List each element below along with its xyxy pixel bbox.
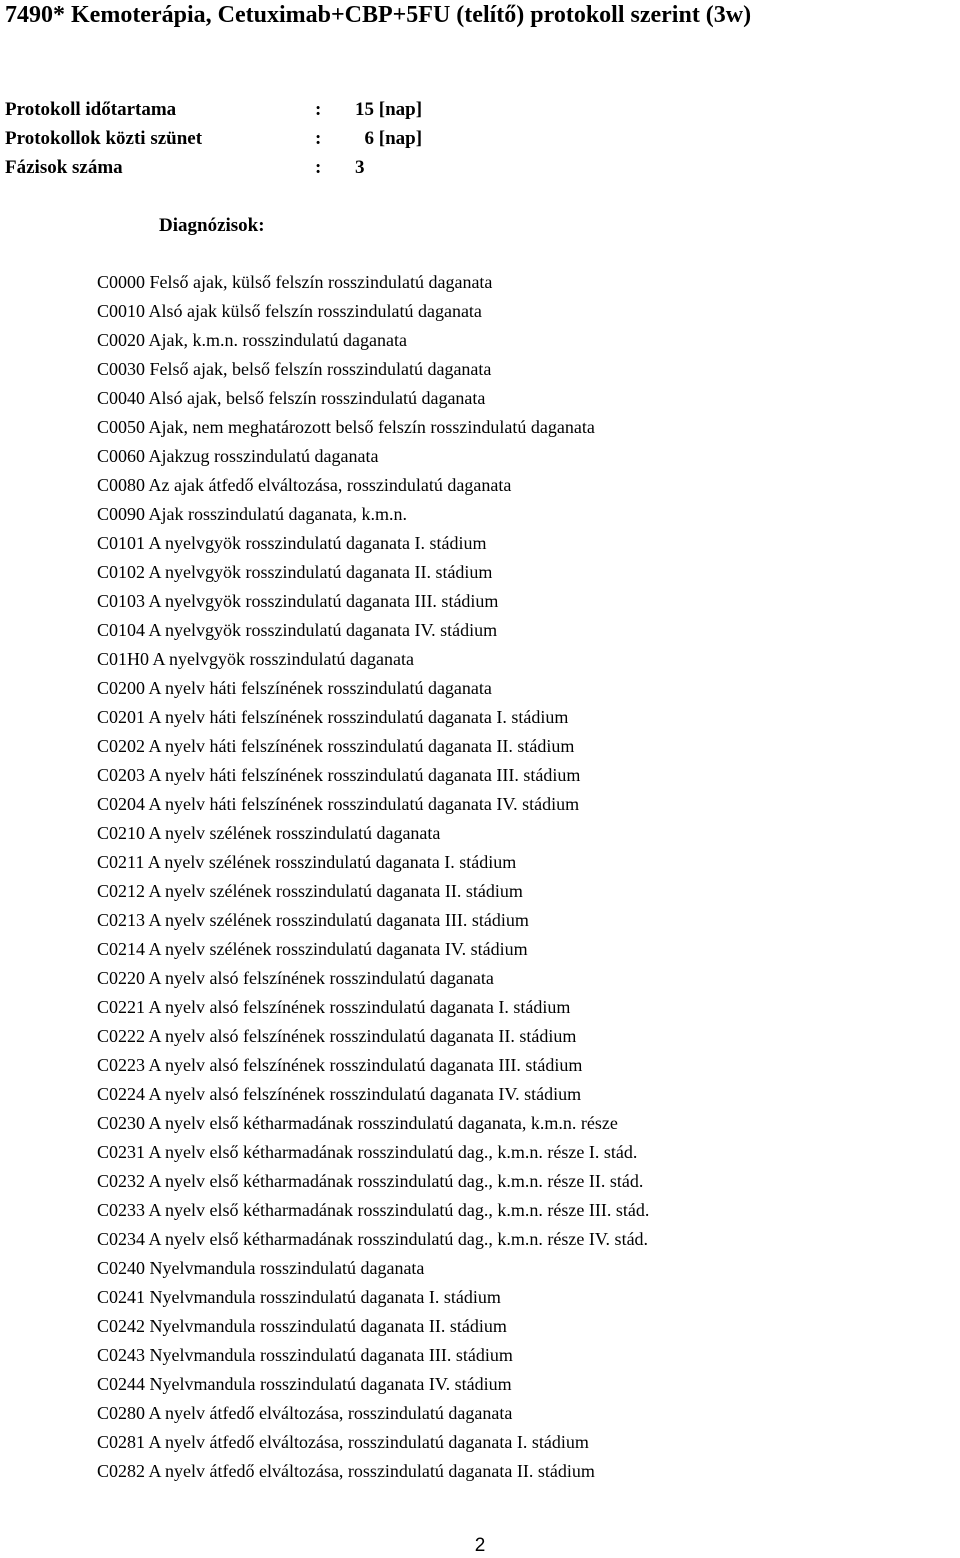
meta-separator: : [315, 157, 322, 178]
meta-label: Protokoll időtartama [5, 99, 177, 120]
diagnosis-item: C0244 Nyelvmandula rosszindulatú daganata IV. stádium [97, 1374, 512, 1394]
diagnosis-item: C0212 A nyelv szélének rosszindulatú daganata II. stádium [97, 881, 523, 901]
diagnosis-item: C0240 Nyelvmandula rosszindulatú daganata [97, 1258, 425, 1278]
diagnosis-item: C0103 A nyelvgyök rosszindulatú daganata III. stádium [97, 591, 499, 611]
diagnosis-item: C0282 A nyelv átfedő elváltozása, rosszindulatú daganata II. stádium [97, 1461, 595, 1481]
meta-value: 3 [355, 157, 365, 178]
diagnosis-item: C0281 A nyelv átfedő elváltozása, rosszindulatú daganata I. stádium [97, 1432, 589, 1452]
diagnosis-item: C0220 A nyelv alsó felszínének rosszindulatú daganata [97, 968, 494, 988]
diagnosis-item: C0231 A nyelv első kétharmadának rosszindulatú dag., k.m.n. része I. stád. [97, 1142, 638, 1162]
diagnosis-item: C0030 Felső ajak, belső felszín rosszindulatú daganata [97, 359, 492, 379]
meta-value: 6 [nap] [355, 128, 423, 149]
diagnosis-item: C0060 Ajakzug rosszindulatú daganata [97, 446, 379, 466]
meta-label: Protokollok közti szünet [5, 128, 203, 149]
diagnosis-item: C0203 A nyelv háti felszínének rosszindulatú daganata III. stádium [97, 765, 581, 785]
page-number: 2 [474, 1535, 486, 1556]
meta-separator: : [315, 99, 322, 120]
protocol-meta [5, 95, 475, 182]
diagnosis-item: C0090 Ajak rosszindulatú daganata, k.m.n. [97, 504, 407, 524]
meta-value: 15 [nap] [355, 99, 423, 120]
diagnoses-heading: Diagnózisok: [159, 215, 265, 236]
diagnosis-item: C0101 A nyelvgyök rosszindulatú daganata I. stádium [97, 533, 487, 553]
diagnosis-item: C0230 A nyelv első kétharmadának rosszindulatú daganata, k.m.n. része [97, 1113, 618, 1133]
diagnosis-item: C0214 A nyelv szélének rosszindulatú daganata IV. stádium [97, 939, 528, 959]
meta-separator: : [315, 128, 322, 149]
diagnoses-list [97, 268, 649, 1486]
diagnosis-item: C0040 Alsó ajak, belső felszín rosszindulatú daganata [97, 388, 486, 408]
diagnosis-item: C0010 Alsó ajak külső felszín rosszindulatú daganata [97, 301, 482, 321]
diagnosis-item: C0223 A nyelv alsó felszínének rosszindulatú daganata III. stádium [97, 1055, 583, 1075]
diagnosis-item: C0202 A nyelv háti felszínének rosszindulatú daganata II. stádium [97, 736, 575, 756]
meta-row-phases [5, 153, 475, 182]
diagnosis-item: C0224 A nyelv alsó felszínének rosszindulatú daganata IV. stádium [97, 1084, 582, 1104]
diagnosis-item: C0102 A nyelvgyök rosszindulatú daganata II. stádium [97, 562, 493, 582]
diagnosis-item: C0233 A nyelv első kétharmadának rosszindulatú dag., k.m.n. része III. stád. [97, 1200, 650, 1220]
diagnosis-item: C0243 Nyelvmandula rosszindulatú daganata III. stádium [97, 1345, 513, 1365]
meta-row-duration [5, 95, 475, 124]
diagnosis-item: C0201 A nyelv háti felszínének rosszindulatú daganata I. stádium [97, 707, 569, 727]
diagnosis-item: C0242 Nyelvmandula rosszindulatú daganata II. stádium [97, 1316, 507, 1336]
diagnosis-item: C01H0 A nyelvgyök rosszindulatú daganata [97, 649, 414, 669]
meta-row-pause [5, 124, 475, 153]
diagnosis-item: C0000 Felső ajak, külső felszín rosszindulatú daganata [97, 272, 493, 292]
diagnosis-item: C0232 A nyelv első kétharmadának rosszindulatú dag., k.m.n. része II. stád. [97, 1171, 644, 1191]
diagnosis-item: C0204 A nyelv háti felszínének rosszindulatú daganata IV. stádium [97, 794, 580, 814]
diagnosis-item: C0280 A nyelv átfedő elváltozása, rosszindulatú daganata [97, 1403, 513, 1423]
diagnosis-item: C0210 A nyelv szélének rosszindulatú daganata [97, 823, 441, 843]
meta-label: Fázisok száma [5, 157, 123, 178]
diagnosis-item: C0104 A nyelvgyök rosszindulatú daganata IV. stádium [97, 620, 498, 640]
diagnosis-item: C0020 Ajak, k.m.n. rosszindulatú daganata [97, 330, 407, 350]
diagnosis-item: C0222 A nyelv alsó felszínének rosszindulatú daganata II. stádium [97, 1026, 577, 1046]
diagnosis-item: C0221 A nyelv alsó felszínének rosszindulatú daganata I. stádium [97, 997, 571, 1017]
diagnosis-item: C0234 A nyelv első kétharmadának rosszindulatú dag., k.m.n. része IV. stád. [97, 1229, 649, 1249]
diagnosis-item: C0200 A nyelv háti felszínének rosszindulatú daganata [97, 678, 492, 698]
diagnosis-item: C0080 Az ajak átfedő elváltozása, rosszindulatú daganata [97, 475, 512, 495]
diagnosis-item: C0050 Ajak, nem meghatározott belső felszín rosszindulatú daganata [97, 417, 595, 437]
document-title: 7490* Kemoterápia, Cetuximab+CBP+5FU (telítő) protokoll szerint (3w) [5, 2, 752, 28]
diagnosis-item: C0213 A nyelv szélének rosszindulatú daganata III. stádium [97, 910, 529, 930]
diagnosis-item: C0241 Nyelvmandula rosszindulatú daganata I. stádium [97, 1287, 501, 1307]
diagnosis-item: C0211 A nyelv szélének rosszindulatú daganata I. stádium [97, 852, 517, 872]
